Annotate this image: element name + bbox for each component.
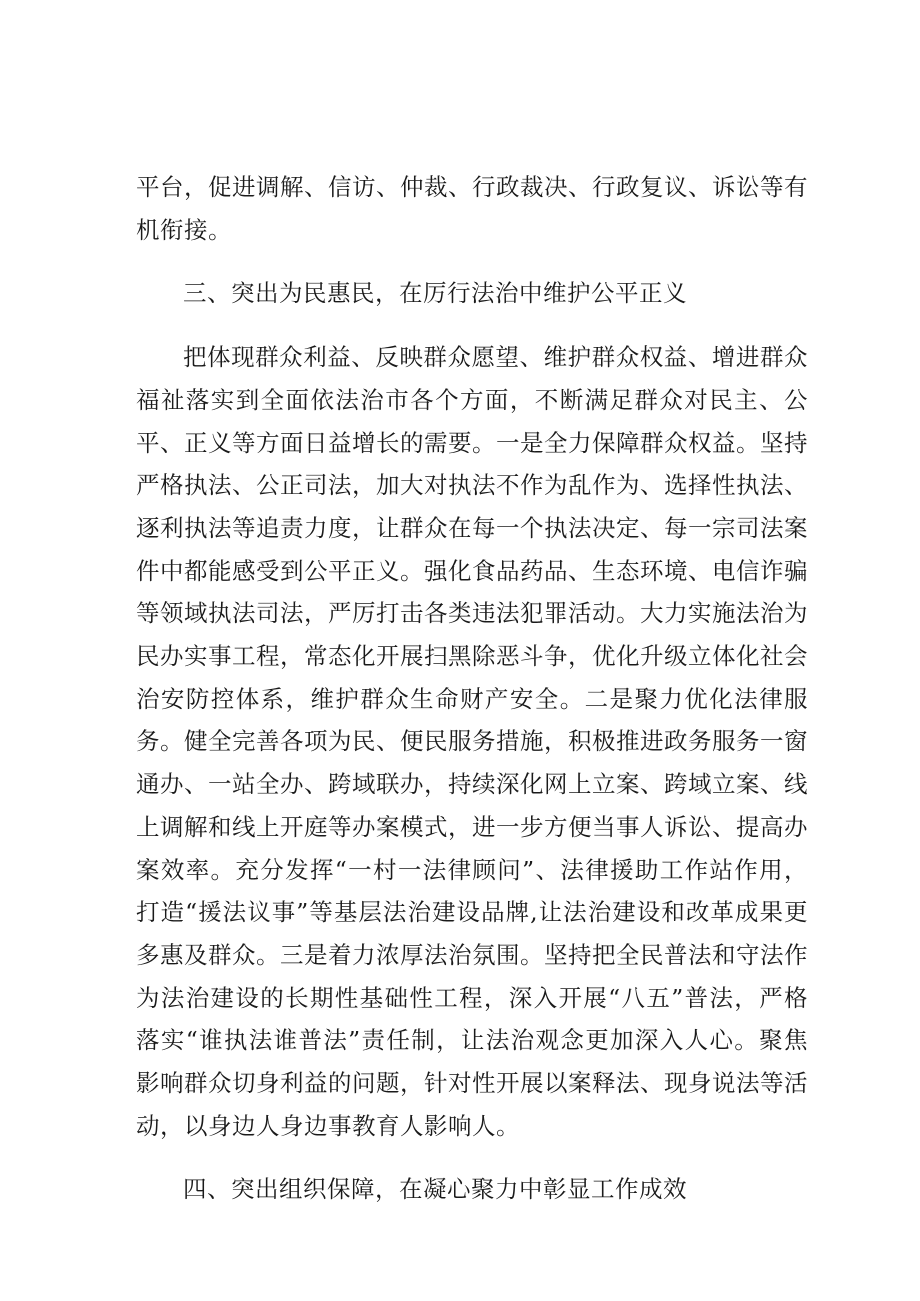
section-heading-three: 三、突出为民惠民，在厉行法治中维护公平正义 <box>183 279 687 308</box>
document-body <box>136 166 808 1211</box>
section-heading-four: 四、突出组织保障，在凝心聚力中彰显工作成效 <box>183 1175 687 1204</box>
continuation-paragraph: 平台，促进调解、信访、仲裁、行政裁决、行政复议、诉讼等有机衔接。 <box>136 173 808 244</box>
body-paragraph: 把体现群众利益、反映群众愿望、维护群众权益、增进群众福祉落实到全面依法治市各个方面，不断满足群众对民主、公平、正义等方面日益增长的需要。一是全力保障群众权益。坚持严格执法、公正司法，加大对执法不作为乱作为、选择性执法、逐利执法等追责力度，让群众在每一个执法决定、每一宗司法案件中都能感受到公平正义。强化食品药品、生态环境、电信诈骗等领域执法司法，严厉打击各类违法犯罪活动。大力实施法治为民办实事工程，常态化开展扫黑除恶斗争，优化升级立体化社会治安防控体系，维护群众生命财产安全。二是聚力优化法律服务。健全完善各项为民、便民服务措施，积极推进政务服务一窗通办、一站全办、跨域联办，持续深化网上立案、跨域立案、线上调解和线上开庭等办案模式，进一步方便当事人诉讼、提高办案效率。充分发挥“一村一法律顾问”、法律援助工作站作用，打造“援法议事”等基层法治建设品牌,让法治建设和改革成果更多惠及群众。三是着力浓厚法治氛围。坚持把全民普法和守法作为法治建设的长期性基础性工程，深入开展“八五”普法，严格落实“谁执法谁普法”责任制，让法治观念更加深入人心。聚焦影响群众切身利益的问题，针对性开展以案释法、现身说法等活动，以身边人身边事教育人影响人。 <box>136 343 808 1140</box>
